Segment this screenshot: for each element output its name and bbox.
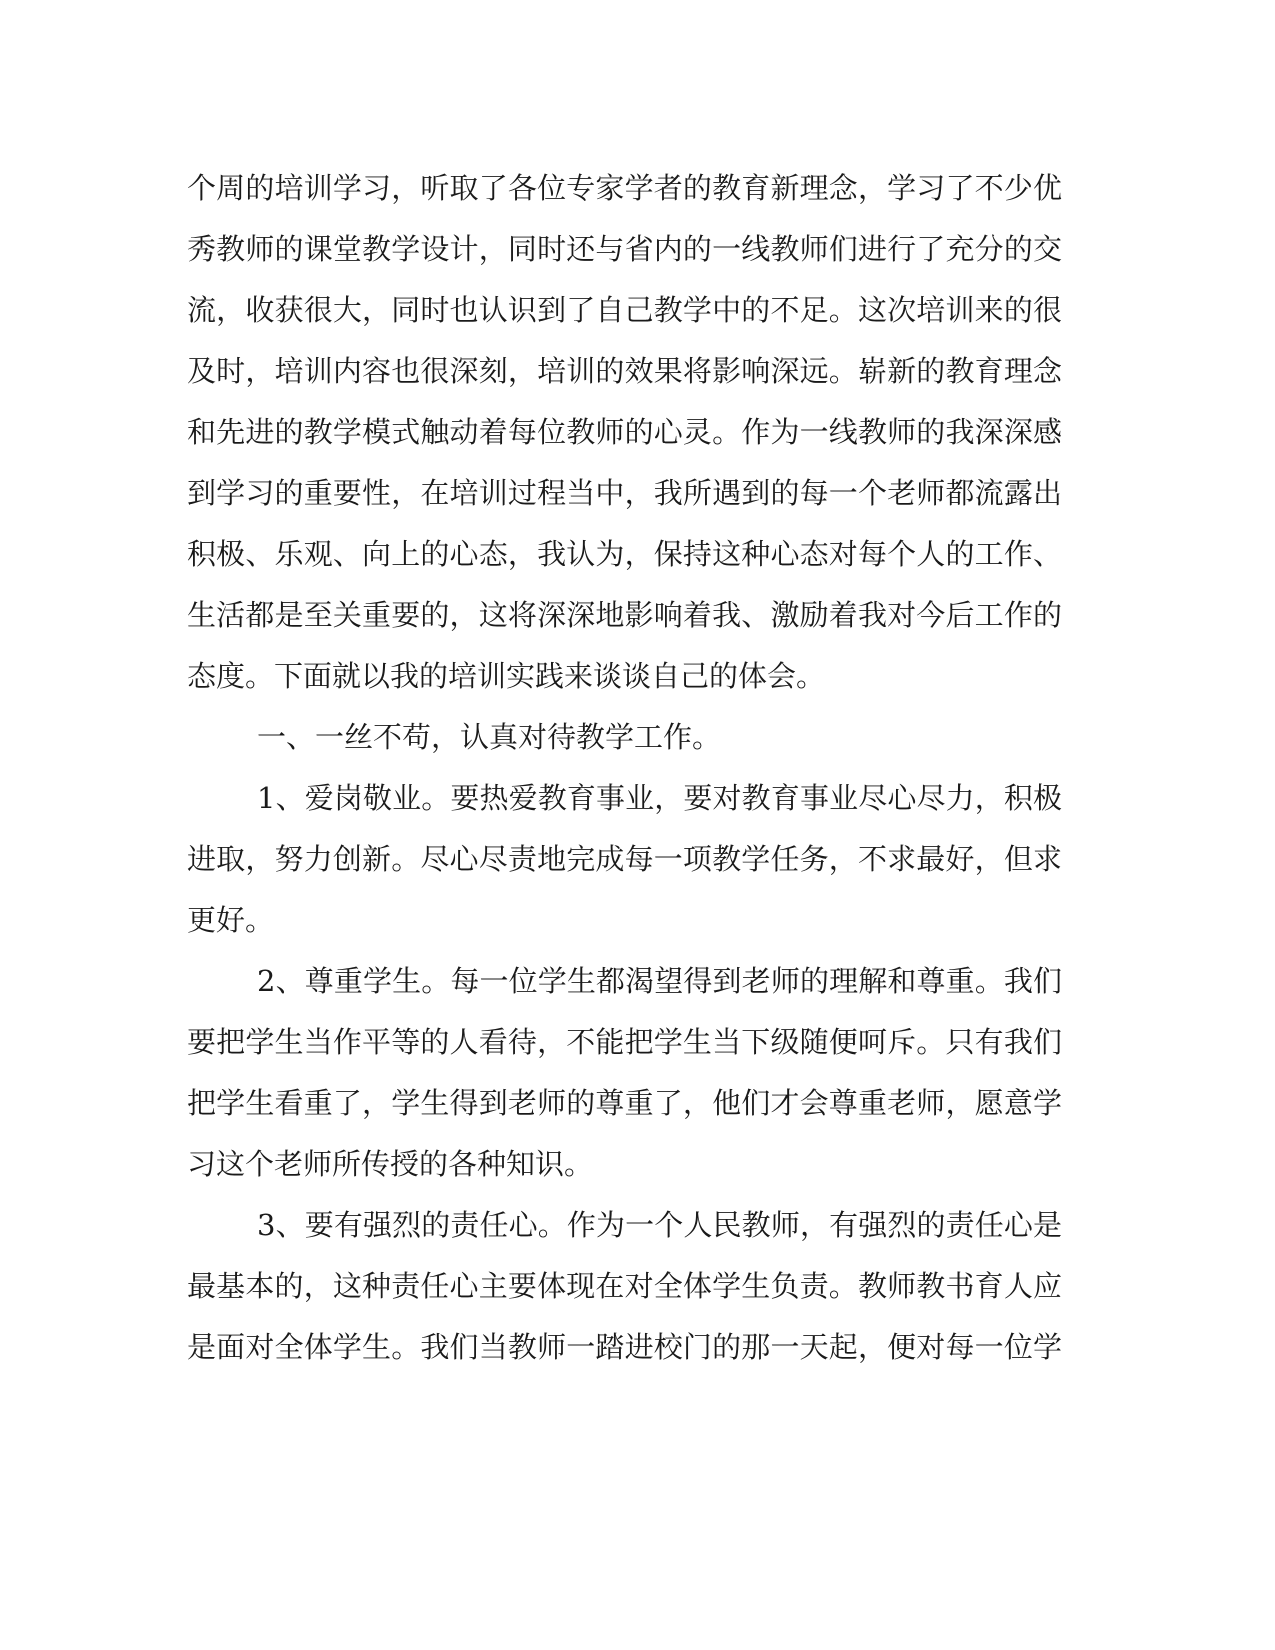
paragraph-4-line-1: 2、尊重学生。每一位学生都渴望得到老师的理解和尊重。我们 [257, 964, 1062, 998]
paragraph-1-line-2: 秀教师的课堂教学设计，同时还与省内的一线教师们进行了充分的交 [187, 232, 1062, 266]
paragraph-1-line-8: 生活都是至关重要的，这将深深地影响着我、激励着我对今后工作的 [187, 598, 1062, 632]
paragraph-3-line-3: 更好。 [187, 903, 275, 937]
paragraph-4-line-3: 把学生看重了，学生得到老师的尊重了，他们才会尊重老师，愿意学 [187, 1086, 1062, 1120]
paragraph-1-line-3: 流，收获很大，同时也认识到了自己教学中的不足。这次培训来的很 [187, 293, 1062, 327]
paragraph-4-line-2: 要把学生当作平等的人看待，不能把学生当下级随便呵斥。只有我们 [187, 1025, 1062, 1059]
document-body [187, 158, 1062, 1378]
section-heading-1: 一、一丝不苟，认真对待教学工作。 [257, 720, 722, 754]
paragraph-1-line-6: 到学习的重要性，在培训过程当中，我所遇到的每一个老师都流露出 [187, 476, 1062, 510]
paragraph-3-line-2: 进取，努力创新。尽心尽责地完成每一项教学任务，不求最好，但求 [187, 842, 1062, 876]
paragraph-1-line-1: 个周的培训学习，听取了各位专家学者的教育新理念，学习了不少优 [187, 171, 1062, 205]
paragraph-1-line-9: 态度。下面就以我的培训实践来谈谈自己的体会。 [187, 659, 826, 693]
paragraph-4-line-4: 习这个老师所传授的各种知识。 [187, 1147, 594, 1181]
paragraph-1-line-4: 及时，培训内容也很深刻，培训的效果将影响深远。崭新的教育理念 [187, 354, 1062, 388]
paragraph-5-line-1: 3、要有强烈的责任心。作为一个人民教师，有强烈的责任心是 [257, 1208, 1062, 1242]
paragraph-1-line-7: 积极、乐观、向上的心态，我认为，保持这种心态对每个人的工作、 [187, 537, 1062, 571]
paragraph-5-line-3: 是面对全体学生。我们当教师一踏进校门的那一天起，便对每一位学 [187, 1330, 1062, 1364]
paragraph-5-line-2: 最基本的，这种责任心主要体现在对全体学生负责。教师教书育人应 [187, 1269, 1062, 1303]
paragraph-1-line-5: 和先进的教学模式触动着每位教师的心灵。作为一线教师的我深深感 [187, 415, 1062, 449]
paragraph-3-line-1: 1、爱岗敬业。要热爱教育事业，要对教育事业尽心尽力，积极 [257, 781, 1062, 815]
